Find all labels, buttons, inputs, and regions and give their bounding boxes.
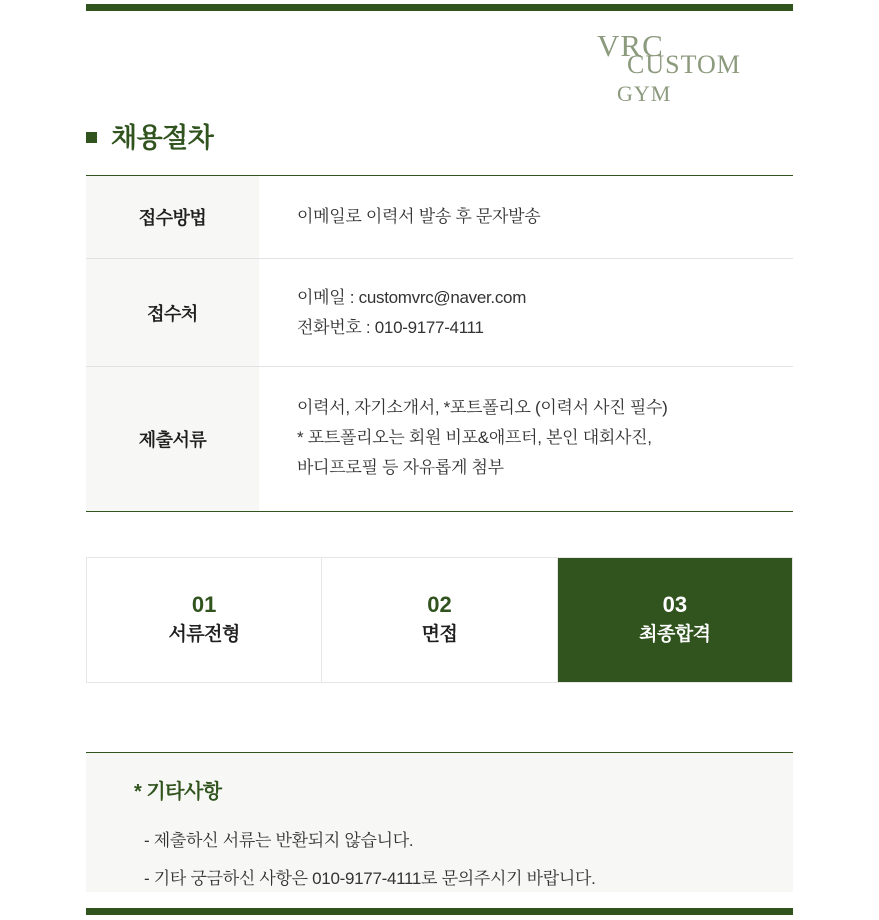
value-line: 바디프로필 등 자유롭게 첨부 [297,457,504,477]
brand-logo [591,30,791,105]
step-number: 03 [662,592,688,618]
logo-line-vrc: VRC [597,28,664,63]
section-heading [86,116,213,155]
note-item: - 제출하신 서류는 반환되지 않습니다. [144,831,414,850]
value-line: 이메일 : customvrc@naver.com [297,287,527,307]
bottom-divider-rule [86,908,793,915]
note-item: - 기타 궁금하신 사항은 010-9177-4111로 문의주시기 바랍니다. [144,869,596,889]
table-row [86,176,793,259]
notes-title: * 기타사항 [134,781,222,803]
step-item-1 [87,558,322,682]
value-line: 이메일로 이력서 발송 후 문자발송 [297,207,541,226]
row-label: 접수처 [86,259,259,367]
process-steps [86,557,793,683]
value-line: * 포트폴리오는 회원 비포&애프터, 본인 대회사진, [297,428,652,447]
page-title: 채용절차 [111,123,214,153]
row-value [259,259,793,367]
step-label: 면접 [421,624,458,646]
logo-line-custom: CUSTOM [627,50,741,79]
table-row [86,367,793,510]
row-label: 접수방법 [86,176,259,258]
step-number: 02 [427,592,452,618]
value-line: 이력서, 자기소개서, *포트폴리오 (이력서 사진 필수) [297,398,668,418]
logo-line-gym: GYM [617,81,672,106]
row-value [259,176,793,258]
value-line: 전화번호 : 010-9177-4111 [297,317,484,337]
step-number: 01 [191,592,217,618]
step-label: 서류전형 [168,624,240,646]
step-label: 최종합격 [639,624,711,646]
recruitment-info-table [86,175,793,512]
additional-notes-panel [86,752,793,892]
row-value [259,367,793,510]
top-divider-rule [86,4,793,11]
row-label: 제출서류 [86,367,259,510]
step-item-3 [558,558,792,682]
square-bullet-icon [86,132,97,143]
table-row [86,259,793,368]
step-item-2 [322,558,557,682]
